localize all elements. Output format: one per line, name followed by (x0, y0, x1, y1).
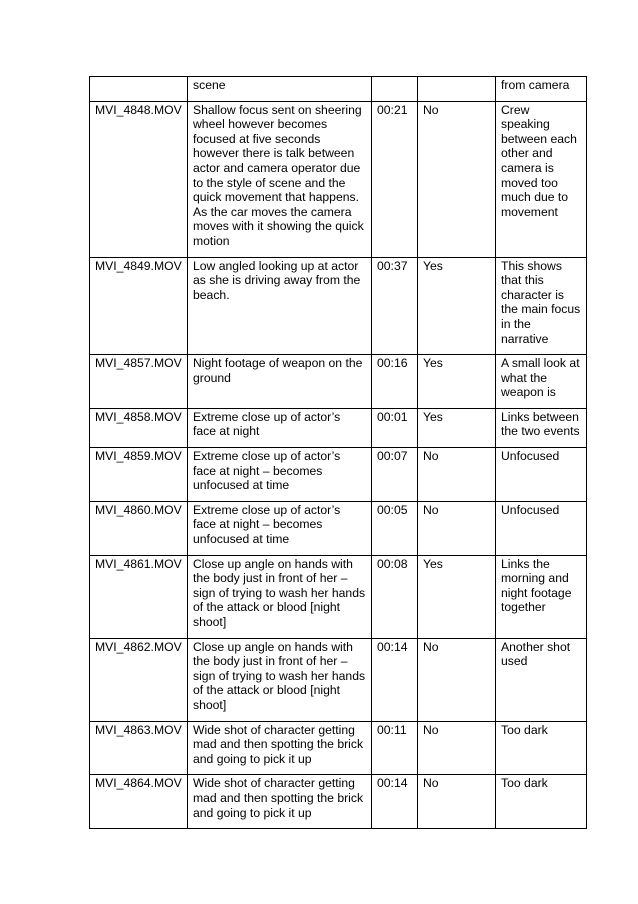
notes-cell: This shows that this character is the main focus in the narrative (496, 257, 587, 355)
shot-description-cell: Close up angle on hands with the body just in front of her – sign of trying to wash her hands of the attack or blood [night shoot] (188, 638, 372, 721)
used-cell: Yes (418, 555, 496, 638)
table-row (90, 257, 587, 355)
table-row (90, 408, 587, 447)
notes-cell: Links the morning and night footage together (496, 555, 587, 638)
notes-cell: Unfocused (496, 448, 587, 502)
shot-description-cell: Extreme close up of actor’s face at night – becomes unfocused at time (188, 448, 372, 502)
notes-cell: Too dark (496, 721, 587, 775)
shot-description-cell: Extreme close up of actor’s face at night (188, 408, 372, 447)
table-row (90, 721, 587, 775)
file-name-cell: MVI_4859.MOV (90, 448, 188, 502)
table-row (90, 555, 587, 638)
used-cell: No (418, 721, 496, 775)
notes-cell: from camera (496, 77, 587, 102)
notes-cell: Unfocused (496, 501, 587, 555)
notes-cell: A small look at what the weapon is (496, 355, 587, 409)
duration-cell: 00:08 (372, 555, 418, 638)
duration-cell: 00:01 (372, 408, 418, 447)
file-name-cell: MVI_4858.MOV (90, 408, 188, 447)
duration-cell: 00:16 (372, 355, 418, 409)
table-row (90, 448, 587, 502)
duration-cell: 00:07 (372, 448, 418, 502)
used-cell: No (418, 775, 496, 829)
shot-description-cell: Wide shot of character getting mad and then spotting the brick and going to pick it up (188, 721, 372, 775)
table-row (90, 775, 587, 829)
notes-cell: Another shot used (496, 638, 587, 721)
notes-cell: Too dark (496, 775, 587, 829)
file-name-cell: MVI_4862.MOV (90, 638, 188, 721)
used-cell: Yes (418, 257, 496, 355)
shot-description-cell: Extreme close up of actor’s face at night – becomes unfocused at time (188, 501, 372, 555)
used-cell: Yes (418, 355, 496, 409)
shot-description-cell: Wide shot of character getting mad and then spotting the brick and going to pick it up (188, 775, 372, 829)
duration-cell: 00:21 (372, 101, 418, 257)
file-name-cell: MVI_4863.MOV (90, 721, 188, 775)
duration-cell: 00:14 (372, 775, 418, 829)
file-name-cell: MVI_4860.MOV (90, 501, 188, 555)
table-row (90, 501, 587, 555)
shot-description-cell: Night footage of weapon on the ground (188, 355, 372, 409)
duration-cell: 00:37 (372, 257, 418, 355)
used-cell: No (418, 448, 496, 502)
used-cell: Yes (418, 408, 496, 447)
shot-description-cell: Close up angle on hands with the body just in front of her – sign of trying to wash her hands of the attack or blood [night shoot] (188, 555, 372, 638)
duration-cell: 00:11 (372, 721, 418, 775)
footage-log-table (89, 76, 587, 829)
duration-cell: 00:14 (372, 638, 418, 721)
used-cell (418, 77, 496, 102)
table-row (90, 101, 587, 257)
file-name-cell: MVI_4864.MOV (90, 775, 188, 829)
file-name-cell: MVI_4849.MOV (90, 257, 188, 355)
duration-cell (372, 77, 418, 102)
notes-cell: Crew speaking between each other and camera is moved too much due to movement (496, 101, 587, 257)
duration-cell: 00:05 (372, 501, 418, 555)
used-cell: No (418, 501, 496, 555)
file-name-cell: MVI_4857.MOV (90, 355, 188, 409)
notes-cell: Links between the two events (496, 408, 587, 447)
table-row (90, 355, 587, 409)
table-row (90, 638, 587, 721)
shot-description-cell: Shallow focus sent on sheering wheel however becomes focused at five seconds however there is talk between actor and camera operator due to the style of scene and the quick movement that happens. As the car moves the camera moves with it showing the quick motion (188, 101, 372, 257)
file-name-cell: MVI_4861.MOV (90, 555, 188, 638)
shot-description-cell: Low angled looking up at actor as she is driving away from the beach. (188, 257, 372, 355)
file-name-cell (90, 77, 188, 102)
file-name-cell: MVI_4848.MOV (90, 101, 188, 257)
table-row (90, 77, 587, 102)
used-cell: No (418, 101, 496, 257)
used-cell: No (418, 638, 496, 721)
shot-description-cell: scene (188, 77, 372, 102)
